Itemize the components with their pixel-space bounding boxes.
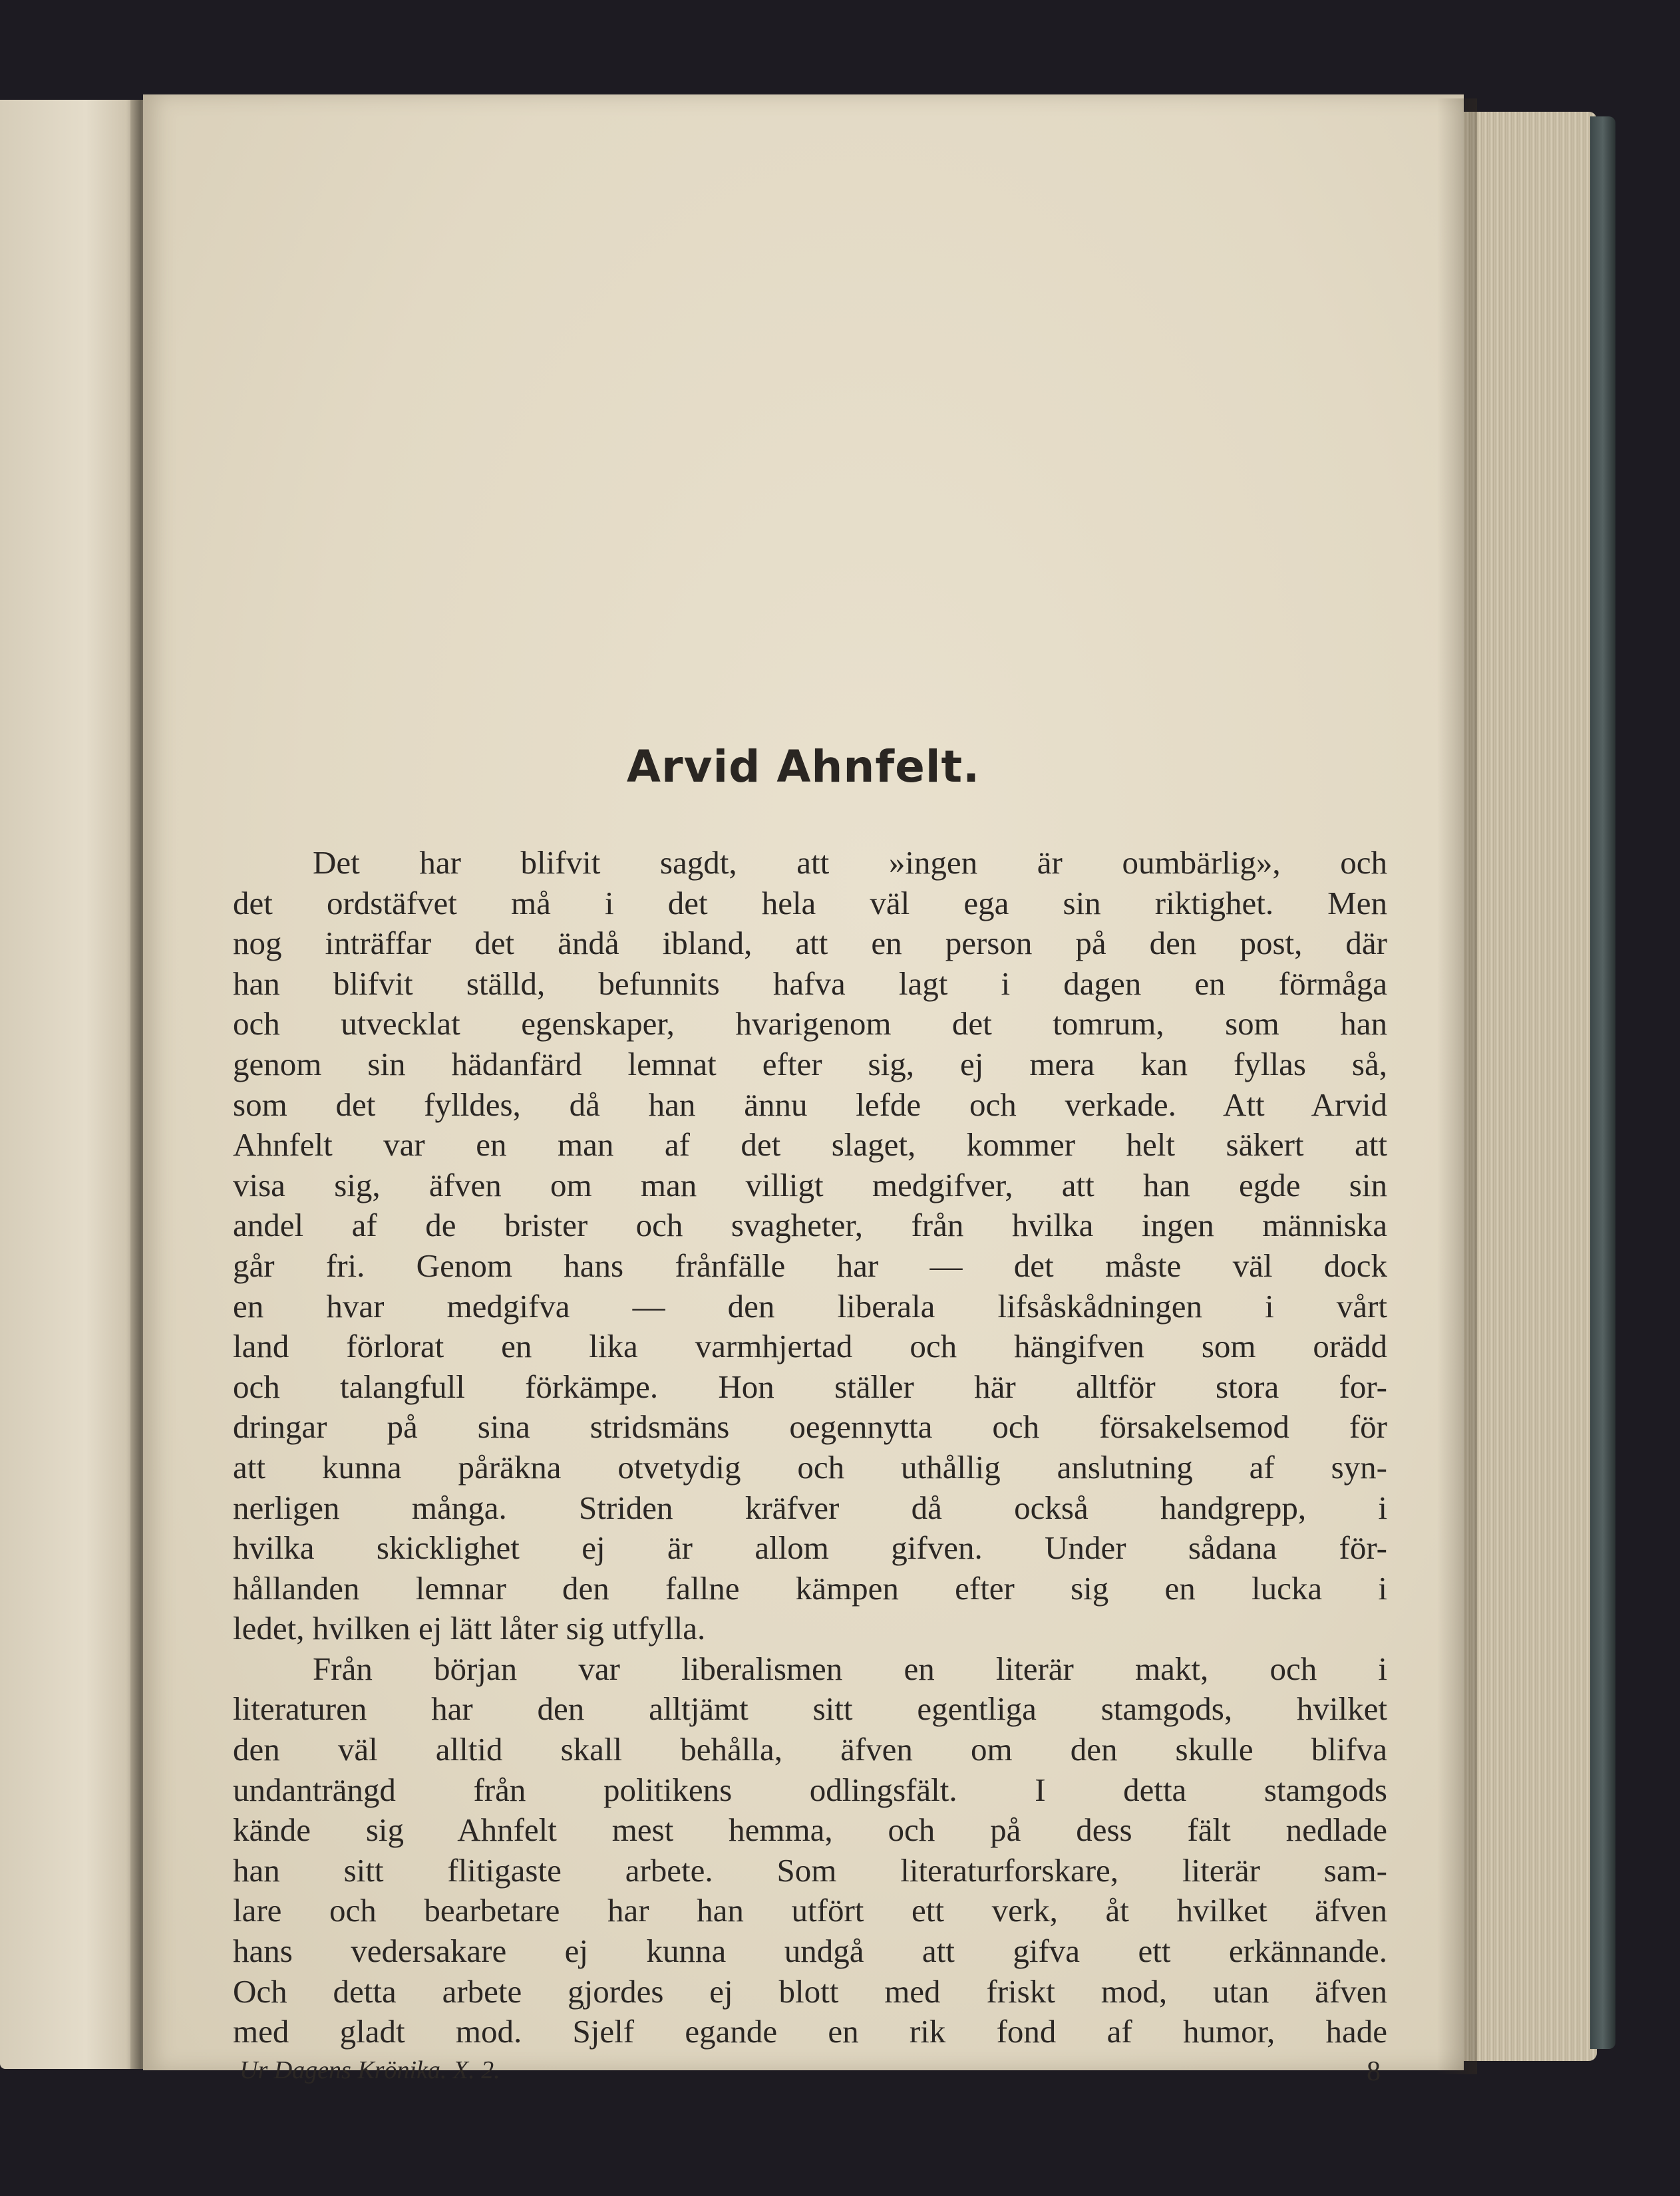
text-line: och talangfull förkämpe. Hon ställer här alltför stora for- [233,1368,1387,1405]
text-line: genom sin hädanfärd lemnat efter sig, ej mera kan fyllas så, [233,1045,1387,1082]
text-line: ledet, hvilken ej lätt låter sig utfylla. [233,1610,706,1647]
text-line: Det har blifvit sagdt, att »ingen är oumbärlig», och [313,844,1387,881]
text-line: Och detta arbete gjordes ej blott med friskt mod, utan äfven [233,1972,1387,2010]
left-page [0,100,143,2069]
text-line: den väl alltid skall behålla, äfven om den skulle blifva [233,1731,1387,1768]
text-line: Från början var liberalismen en literär makt, och i [313,1650,1387,1687]
text-line: nog inträffar det ändå ibland, att en person på den post, där [233,925,1387,962]
text-line: kände sig Ahnfelt mest hemma, och på dess fält nedlade [233,1811,1387,1849]
page-footer [233,2056,1387,2089]
text-line: en hvar medgifva — den liberala lifsåskådningen i vårt [233,1287,1387,1325]
text-line: lare och bearbetare har han utfört ett verk, åt hvilket äfven [233,1892,1387,1929]
page-edge-shadow [1437,98,1477,2074]
text-line: literaturen har den alltjämt sitt egentliga stamgods, hvilket [233,1690,1387,1728]
book-spine [1590,116,1615,2049]
text-line: med gladt mod. Sjelf egande en rik fond af humor, hade [233,2013,1387,2050]
text-line: och utvecklat egenskaper, hvarigenom det tomrum, som han [233,1005,1387,1042]
text-line: som det fylldes, då han ännu lefde och verkade. Att Arvid [233,1086,1387,1123]
right-page [143,94,1464,2087]
text-line: undanträngd från politikens odlingsfält. I detta stamgods [233,1771,1387,1808]
text-line: hållanden lemnar den fallne kämpen efter sig en lucka i [233,1569,1387,1607]
text-line: går fri. Genom hans frånfälle har — det måste väl dock [233,1247,1387,1284]
text-line: Ahnfelt var en man af det slaget, kommer helt säkert att [233,1126,1387,1164]
text-line: visa sig, äfven om man villigt medgifver, att han egde sin [233,1166,1387,1203]
signature-mark: Ur Dagens Krönika. X. 2. [240,2056,500,2084]
text-line: att kunna påräkna otvetydig och uthållig anslutning af syn- [233,1448,1387,1486]
text-line: hvilka skicklighet ej är allom gifven. Under sådana för- [233,1529,1387,1567]
text-line: dringar på sina stridsmäns oegennytta och försakelsemod för [233,1408,1387,1446]
text-line: det ordstäfvet må i det hela väl ega sin riktighet. Men [233,884,1387,921]
body-text [233,843,1387,2052]
text-line: hans vedersakare ej kunna undgå att gifva ett erkännande. [233,1933,1387,1970]
text-line: andel af de brister och svagheter, från hvilka ingen människa [233,1207,1387,1244]
text-line: nerligen många. Striden kräfver då också handgrepp, i [233,1489,1387,1526]
page-number: 8 [1367,2056,1381,2087]
text-line: han sitt flitigaste arbete. Som literaturforskare, literär sam- [233,1851,1387,1889]
text-line: land förlorat en lika varmhjertad och hängifven som orädd [233,1328,1387,1365]
text-line: han blifvit ställd, befunnits hafva lagt i dagen en förmåga [233,965,1387,1002]
page-block-edge [1464,112,1597,2061]
article-title: Arvid Ahnfelt. [626,741,981,792]
